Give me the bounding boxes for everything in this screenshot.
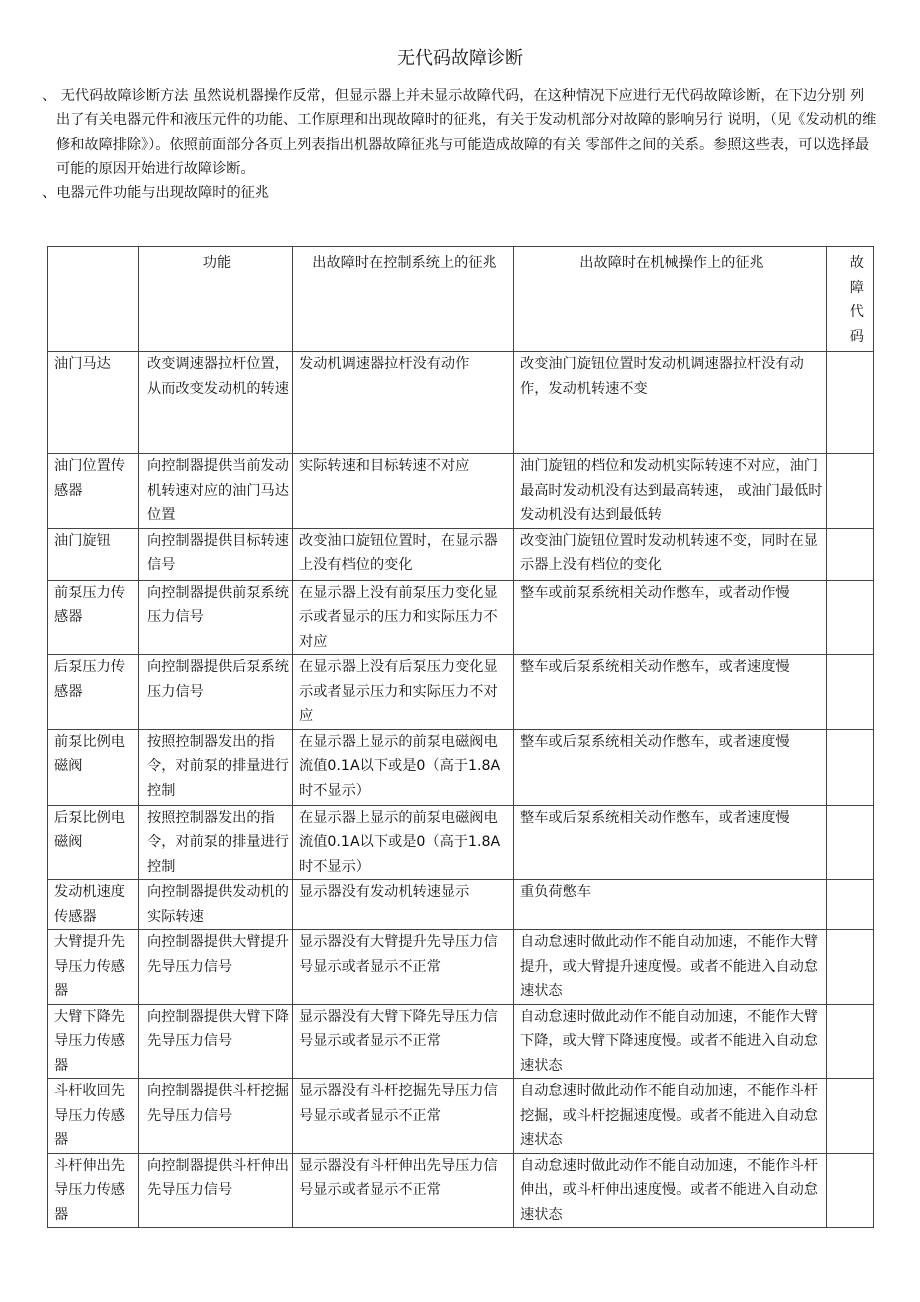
- fault-code: [827, 880, 874, 930]
- function: 向控制器提供当前发动机转速对应的油门马达位置: [139, 454, 293, 529]
- function: 向控制器提供发动机的实际转速: [139, 880, 293, 930]
- section-heading: 、电器元件功能与出现故障时的征兆: [42, 185, 270, 202]
- mechanical-symptom: 整车或后泵系统相关动作憋车，或者速度慢: [514, 805, 827, 880]
- control-symptom: 显示器没有发动机转速显示: [293, 880, 514, 930]
- control-symptom: 在显示器上没有前泵压力变化显示或者显示的压力和实际压力不对应: [293, 580, 514, 655]
- table-row: [48, 880, 874, 930]
- table-row: [48, 729, 874, 805]
- fault-code: [827, 454, 874, 529]
- mechanical-symptom: 改变油门旋钮位置时发动机转速不变，同时在显示器上没有档位的变化: [514, 528, 827, 580]
- control-symptom: 显示器没有大臂提升先导压力信号显示或者显示不正常: [293, 930, 514, 1005]
- control-symptom: 在显示器上显示的前泵电磁阀电流值0.1A以下或是0（高于1.8A时不显示）: [293, 805, 514, 880]
- table-row: [48, 1153, 874, 1228]
- component-name: 后泵比例电磁阀: [48, 805, 139, 880]
- table-row: [48, 352, 874, 454]
- mechanical-symptom: 自动怠速时做此动作不能自动加速，不能作斗杆伸出，或斗杆伸出速度慢。或者不能进入自动怠速状态: [514, 1153, 827, 1228]
- function: 向控制器提供大臂下降先导压力信号: [139, 1004, 293, 1079]
- component-name: 油门位置传感器: [48, 454, 139, 529]
- table-row: [48, 805, 874, 880]
- fault-code: [827, 1079, 874, 1154]
- header-function: 功能: [139, 247, 293, 352]
- component-name: 前泵比例电磁阀: [48, 729, 139, 805]
- table-row: [48, 580, 874, 655]
- table-header-row: [48, 247, 874, 352]
- mechanical-symptom: 自动怠速时做此动作不能自动加速，不能作斗杆挖掘，或斗杆挖掘速度慢。或者不能进入自动怠速状态: [514, 1079, 827, 1154]
- control-symptom: 在显示器上显示的前泵电磁阀电流值0.1A以下或是0（高于1.8A时不显示）: [293, 729, 514, 805]
- component-name: 前泵压力传感器: [48, 580, 139, 655]
- fault-symptom-table: [47, 246, 874, 1228]
- function: 按照控制器发出的指令，对前泵的排量进行控制: [139, 729, 293, 805]
- control-symptom: 发动机调速器拉杆没有动作: [293, 352, 514, 454]
- function: 向控制器提供斗杆伸出先导压力信号: [139, 1153, 293, 1228]
- component-name: 大臂提升先导压力传感器: [48, 930, 139, 1005]
- fault-code: [827, 528, 874, 580]
- header-control-symptom: 出故障时在控制系统上的征兆: [293, 247, 514, 352]
- table-row: [48, 930, 874, 1005]
- fault-code: [827, 729, 874, 805]
- component-name: 发动机速度传感器: [48, 880, 139, 930]
- fault-code: [827, 1004, 874, 1079]
- component-name: 油门马达: [48, 352, 139, 454]
- component-name: 斗杆伸出先导压力传感器: [48, 1153, 139, 1228]
- mechanical-symptom: 自动怠速时做此动作不能自动加速，不能作大臂提升，或大臂提升速度慢。或者不能进入自动怠速状态: [514, 930, 827, 1005]
- table-row: [48, 454, 874, 529]
- component-name: 斗杆收回先导压力传感器: [48, 1079, 139, 1154]
- function: 向控制器提供目标转速信号: [139, 528, 293, 580]
- table-row: [48, 655, 874, 730]
- control-symptom: 显示器没有斗杆伸出先导压力信号显示或者显示不正常: [293, 1153, 514, 1228]
- control-symptom: 改变油口旋钮位置时，在显示器上没有档位的变化: [293, 528, 514, 580]
- control-symptom: 显示器没有大臂下降先导压力信号显示或者显示不正常: [293, 1004, 514, 1079]
- mechanical-symptom: 整车或前泵系统相关动作憋车，或者动作慢: [514, 580, 827, 655]
- control-symptom: 在显示器上没有后泵压力变化显示或者显示压力和实际压力不对应: [293, 655, 514, 730]
- fault-code: [827, 930, 874, 1005]
- fault-code: [827, 805, 874, 880]
- table-row: [48, 528, 874, 580]
- component-name: 油门旋钮: [48, 528, 139, 580]
- header-component: [48, 247, 139, 352]
- table-row: [48, 1079, 874, 1154]
- mechanical-symptom: 重负荷憋车: [514, 880, 827, 930]
- header-fault-code: 故障代码: [827, 247, 874, 352]
- header-mechanical-symptom: 出故障时在机械操作上的征兆: [514, 247, 827, 352]
- control-symptom: 实际转速和目标转速不对应: [293, 454, 514, 529]
- fault-code: [827, 352, 874, 454]
- control-symptom: 显示器没有斗杆挖掘先导压力信号显示或者显示不正常: [293, 1079, 514, 1154]
- intro-paragraph: 、 无代码故障诊断方法 虽然说机器操作反常，但显示器上并未显示故障代码，在这种情况下应进行无代码故障诊断，在下边分别 列出了有关电器元件和液压元件的功能、工作原理和出现故障时的征兆，有关于发动机部分对故障的影响另行 说明，（见《发动机的维修和故障排除》）。依照前面部分各页上列表指出机器故障征兆与可能造成故障的有关 零部件之间的关系。参照这些表，可以选择最可能的原因开始进行故障诊断。: [42, 88, 877, 177]
- mechanical-symptom: 自动怠速时做此动作不能自动加速，不能作大臂下降，或大臂下降速度慢。或者不能进入自动怠速状态: [514, 1004, 827, 1079]
- document-title: 无代码故障诊断: [397, 48, 523, 69]
- function: 向控制器提供前泵系统压力信号: [139, 580, 293, 655]
- component-name: 后泵压力传感器: [48, 655, 139, 730]
- component-name: 大臂下降先导压力传感器: [48, 1004, 139, 1079]
- function: 改变调速器拉杆位置，从而改变发动机的转速: [139, 352, 293, 454]
- fault-code: [827, 580, 874, 655]
- fault-code: [827, 655, 874, 730]
- mechanical-symptom: 整车或后泵系统相关动作憋车，或者速度慢: [514, 655, 827, 730]
- mechanical-symptom: 整车或后泵系统相关动作憋车，或者速度慢: [514, 729, 827, 805]
- table-row: [48, 1004, 874, 1079]
- function: 向控制器提供斗杆挖掘先导压力信号: [139, 1079, 293, 1154]
- mechanical-symptom: 改变油门旋钮位置时发动机调速器拉杆没有动作，发动机转速不变: [514, 352, 827, 454]
- function: 按照控制器发出的指令，对前泵的排量进行控制: [139, 805, 293, 880]
- fault-code: [827, 1153, 874, 1228]
- function: 向控制器提供后泵系统压力信号: [139, 655, 293, 730]
- mechanical-symptom: 油门旋钮的档位和发动机实际转速不对应，油门最高时发动机没有达到最高转速， 或油门最低时发动机没有达到最低转: [514, 454, 827, 529]
- function: 向控制器提供大臂提升先导压力信号: [139, 930, 293, 1005]
- intro-section: [42, 84, 878, 205]
